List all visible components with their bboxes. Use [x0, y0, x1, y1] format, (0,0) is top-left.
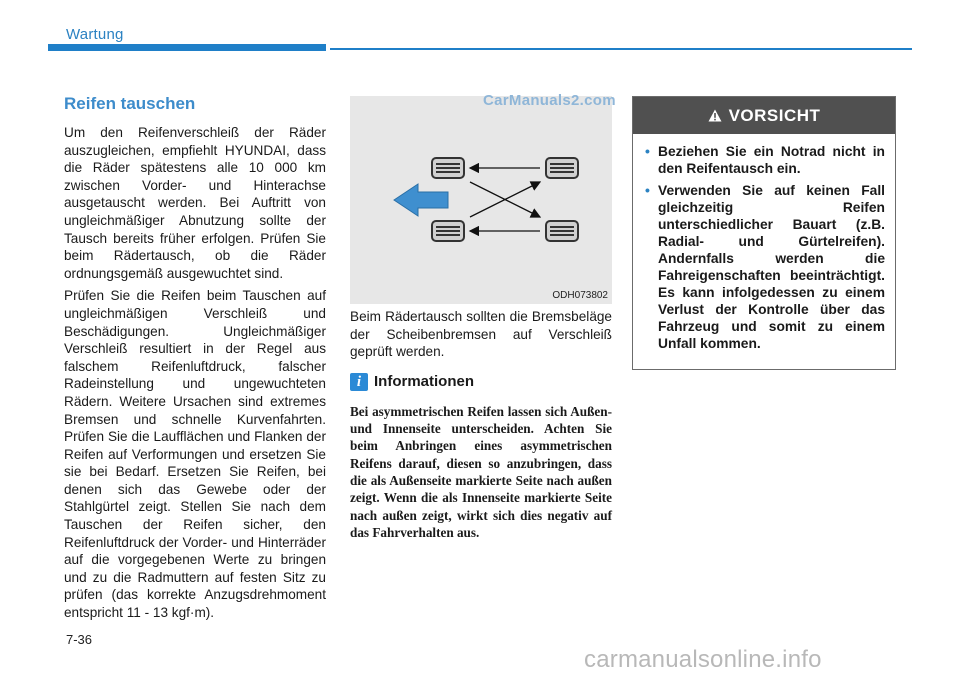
- tire-rotation-figure: [350, 96, 612, 304]
- figure-code: ODH073802: [552, 290, 608, 301]
- info-header: [350, 373, 612, 391]
- info-text: Bei asymmetrischen Reifen lassen sich Außen- und Innenseite unterscheiden. Achten Sie beim Anbringen eines asymmetrischen Reifens darauf, diesen so anzubringen, dass die als Außenseite markierte Seite nach außen zeigt. Wenn die als Innenseite markierte Seite nach außen zeigt, wirkt sich dies negativ auf das Fahrverhalten aus.: [350, 403, 612, 540]
- caution-item-2: • Verwenden Sie auf keinen Fall gleichzeitig Reifen unterschiedlicher Bauart (z.B. Radial- und Gürtelreifen). Andernfalls werden die Fahreigenschaften beeinträchtigt. Es kann infolgedessen zu einem Verlust der Kontrolle über das Fahrzeug und somit zu einem Unfall kommen.: [643, 182, 885, 352]
- header-rule-thin: [330, 48, 912, 50]
- body-paragraph-1: Um den Reifenverschleiß der Räder auszugleichen, empfiehlt HYUNDAI, dass die Räder spätestens alle 10 000 km zwischen Vorder- und Hinterachse ausgetauscht werden. Bei Auftritt von ungleichmäßiger Abnutzung sollte der Tausch bereits früher erfolgen. Prüfen Sie beim Rädertausch, ob die Räder ordnungsgemäß ausgewuchtet sind.: [64, 125, 326, 281]
- header-rule-thick: [48, 44, 326, 51]
- page-number: 7-36: [66, 632, 93, 647]
- caution-header: [633, 97, 895, 134]
- info-title: Informationen: [374, 373, 474, 391]
- direction-arrow-icon: [394, 184, 448, 216]
- footer-watermark: carmanualsonline.info: [584, 646, 822, 673]
- middle-column: [350, 308, 612, 541]
- caution-item-1: • Beziehen Sie ein Notrad nicht in den Reifentausch ein.: [643, 143, 885, 177]
- watermark: CarManuals2.com: [483, 92, 616, 109]
- tire-rear-right: [546, 221, 578, 241]
- tire-front-left: [432, 158, 464, 178]
- warning-triangle-icon: [708, 109, 722, 122]
- caution-list: [633, 134, 895, 352]
- caution-title: VORSICHT: [728, 105, 821, 125]
- section-heading: Reifen tauschen: [64, 94, 196, 113]
- body-paragraph-2: Prüfen Sie die Reifen beim Tauschen auf ungleichmäßigen Verschleiß und Beschädigungen. Ungleichmäßiger Verschleiß resultiert in der Regel aus falschem Reifenluftdruck, falscher Radeinstellung und ungewuchteten Rädern. Weitere Ursachen sind extremes Bremsen und schnelle Kurvenfahrten. Prüfen Sie die Laufflächen und Flanken der Reifen auf Verformungen und ersetzen Sie sie bei Bedarf. Ersetzen Sie Reifen, bei denen sich das Gewebe oder der Stahlgürtel zeigt. Stellen Sie nach dem Tauschen der Reifen sicher, den Reifenluftdruck der Vorder- und Hinterräder auf die vorgegebenen Werte zu bringen und zu die Radmuttern auf festen Sitz zu prüfen (das korrekte Anzugsdrehmoment entspricht 11 - 13 kgf·m).: [64, 288, 326, 621]
- caution-box: [632, 96, 896, 370]
- left-column: [64, 94, 326, 627]
- brake-paragraph: Beim Rädertausch sollten die Bremsbeläge der Scheibenbremsen auf Verschleiß geprüft werden.: [350, 309, 612, 360]
- tire-rotation-diagram: [350, 96, 612, 304]
- tire-rear-left: [546, 158, 578, 178]
- tire-front-right: [432, 221, 464, 241]
- section-label: Wartung: [66, 26, 124, 43]
- info-icon: i: [350, 373, 368, 391]
